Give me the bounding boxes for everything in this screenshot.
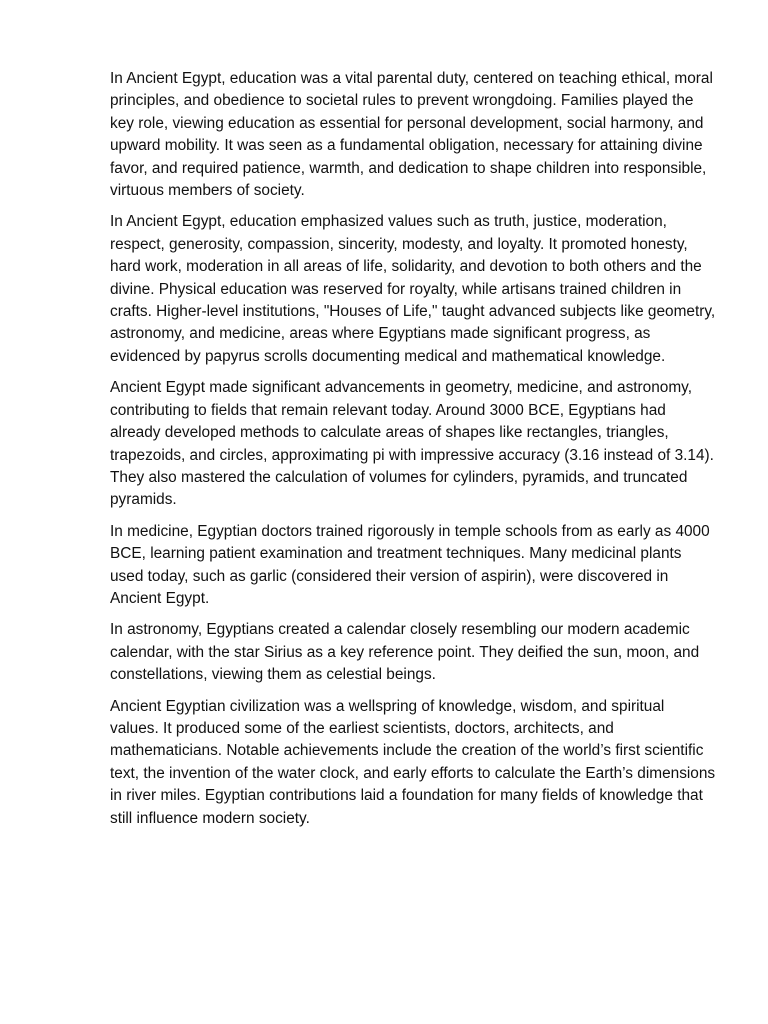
paragraph-education-values: In Ancient Egypt, education emphasized values such as truth, justice, moderation, respect, generosity, compassion, sincerity, modesty, and loyalty. It promoted honesty, hard work, moderation in all areas of life, solidarity, and devotion to both others and the divine. Physical education was reserved for royalty, while artisans trained children in crafts. Higher-level institutions, "Houses of Life," taught advanced subjects like geometry, astronomy, and medicine, areas where Egyptians made significant progress, as evidenced by papyrus scrolls documenting medical and mathematical knowledge. xyxy=(110,213,716,365)
paragraph-astronomy: In astronomy, Egyptians created a calendar closely resembling our modern academic calendar, with the star Sirius as a key reference point. They deified the sun, moon, and constellations, viewing them as celestial beings. xyxy=(110,621,700,684)
paragraph-education-duty: In Ancient Egypt, education was a vital parental duty, centered on teaching ethical, moral principles, and obedience to societal rules to prevent wrongdoing. Families played the key role, viewing education as essential for personal development, social harmony, and upward mobility. It was seen as a fundamental obligation, necessary for attaining divine favor, and required patience, warmth, and dedication to shape children into responsible, virtuous members of society. xyxy=(110,70,713,200)
paragraph-medicine: In medicine, Egyptian doctors trained rigorously in temple schools from as early as 4000 BCE, learning patient examination and treatment techniques. Many medicinal plants used today, such as garlic (considered their version of aspirin), were discovered in Ancient Egypt. xyxy=(110,522,710,607)
paragraph-geometry: Ancient Egypt made significant advancements in geometry, medicine, and astronomy, contributing to fields that remain relevant today. Around 3000 BCE, Egyptians had already developed methods to calculate areas of shapes like rectangles, triangles, trapezoids, and circles, approximating pi with impressive accuracy (3.16 instead of 3.14). They also mastered the calculation of volumes for cylinders, pyramids, and truncated pyramids. xyxy=(110,379,714,509)
paragraph-civilization: Ancient Egyptian civilization was a wellspring of knowledge, wisdom, and spiritual values. It produced some of the earliest scientists, doctors, architects, and mathematicians. Notable achievements include the creation of the world’s first scientific text, the invention of the water clock, and early efforts to calculate the Earth’s dimensions in river miles. Egyptian contributions laid a foundation for many fields of knowledge that still influence modern society. xyxy=(110,697,716,827)
document-body xyxy=(110,68,716,839)
